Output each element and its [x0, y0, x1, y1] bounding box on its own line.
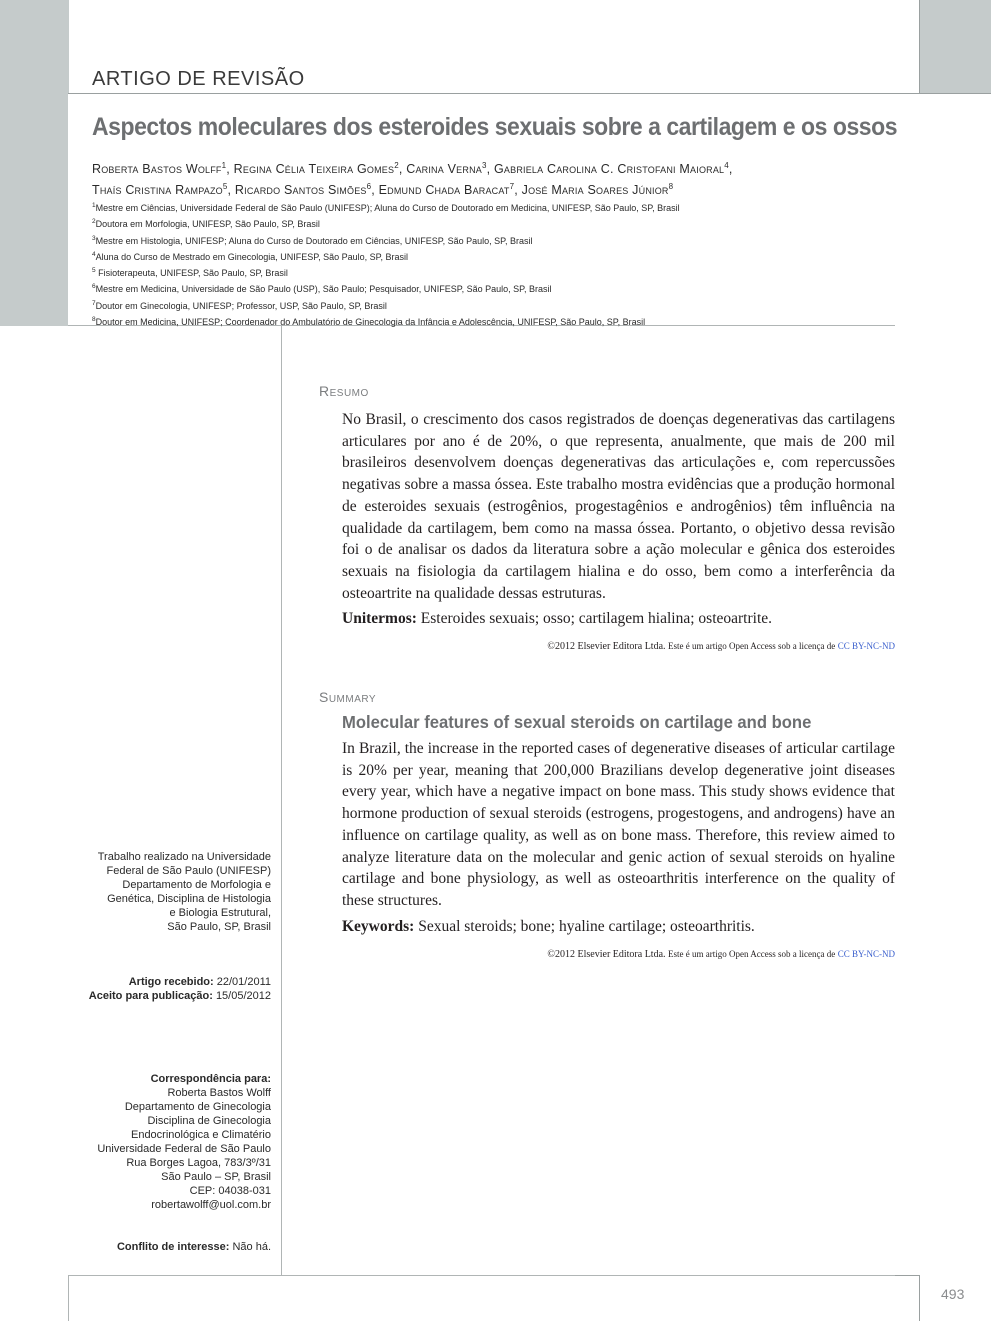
article-dates: [81, 975, 271, 1003]
affiliation-item: $^7$Doutor em Ginecologia, UNIFESP; Professor, USP, São Paulo, SP, Brasil: [92, 299, 387, 311]
author: Ricardo Santos Simões$^6$,: [234, 182, 379, 198]
column-divider: [281, 326, 282, 1275]
license-link[interactable]: CC BY-NC-ND: [837, 949, 895, 959]
header-rule: [68, 93, 991, 94]
summary-copyright: ©2012 Elsevier Editora Ltda. Este é um artigo Open Access sob a licença de CC BY-NC-ND: [547, 949, 895, 960]
conflict-of-interest: Conflito de interesse: Não há.: [116, 1241, 271, 1253]
page-title: Aspectos moleculares dos esteroides sexuais sobre a cartilagem e os ossos: [92, 113, 898, 141]
page-number: 493: [941, 1286, 965, 1302]
footer-corner-line: [895, 1275, 920, 1276]
author: José Maria Soares Júnior$^8$: [521, 182, 674, 198]
author: Edmund Chada Baracat$^7$,: [378, 182, 522, 198]
received-date: Artigo recebido: 22/01/2011: [128, 976, 271, 988]
summary-text: In Brazil, the increase in the reported cases of degenerative diseases of articular cartilage is 20% per year, meaning that 200,000 Brazilians develop degenerative joint diseases every year, which have a negative impact on bone mass. This study shows evidence that hormone production of sexual steroids (estrogens, progestogens, and androgens) have an influence on cartilage quality, as well as on bone mass. Therefore, this review aimed to analyze literature data on the molecular and genic action of sexual steroids on hyaline cartilage and bone physiology, as well as osteoarthritis interference on the quality of these structures.: [342, 740, 895, 909]
resumo-copyright: ©2012 Elsevier Editora Ltda. Este é um artigo Open Access sob a licença de CC BY-NC-ND: [547, 641, 895, 652]
section-label: ARTIGO DE REVISÃO: [92, 68, 305, 90]
affiliation-item: $^8$Doutor em Medicina, UNIFESP; Coordenador do Ambulatório de Ginecologia da Infância e Adolescência, UNIFESP, São Paulo, SP, Brasil: [92, 316, 646, 328]
summary-heading: Summary: [319, 689, 377, 705]
correspondence-block: Correspondência para: Roberta Bastos Wolff Departamento de Ginecologia Disciplina de Ginecologia Endocrinológica e Climatério Universidade Federal de São Paulo Rua Borges Lagoa, 783/3º/31 São Paulo – SP, Brasil CEP: 04038-031 robertawolff@uol.com.br: [81, 1072, 271, 1212]
study-location-note: Trabalho realizado na Universidade Federal de São Paulo (UNIFESP) Departamento de Morfologia e Genética, Disciplina de Histologia e Biologia Estrutural, São Paulo, SP, Brasil: [97, 851, 271, 933]
resumo-heading: Resumo: [319, 383, 369, 399]
affiliation-list: [92, 199, 892, 329]
accepted-date: Aceito para publicação: 15/05/2012: [88, 990, 271, 1002]
summary-title: Molecular features of sexual steroids on cartilage and bone: [342, 712, 812, 732]
left-color-band: [0, 0, 68, 326]
header-left-line: [68, 0, 69, 93]
correspondence-label: Correspondência para:: [150, 1073, 271, 1085]
right-color-band: [919, 0, 991, 93]
author: Thaís Cristina Rampazo$^5$,: [92, 182, 235, 198]
author: Gabriela Carolina C. Cristofani Maioral$^4$,: [493, 161, 733, 177]
license-link[interactable]: CC BY-NC-ND: [837, 641, 895, 651]
correspondence-email[interactable]: robertawolff@uol.com.br: [151, 1199, 271, 1211]
author: Roberta Bastos Wolff$^1$,: [92, 161, 234, 177]
summary-keywords: Keywords: Sexual steroids; bone; hyaline cartilage; osteoarthritis.: [342, 918, 755, 935]
author-list: [92, 157, 892, 199]
footer-right-line: [919, 1275, 920, 1321]
resumo-keywords: Unitermos: Esteroides sexuais; osso; cartilagem hialina; osteoartrite.: [342, 610, 773, 627]
resumo-text: No Brasil, o crescimento dos casos registrados de doenças degenerativas das cartilagens articulares por ano é de 20%, o que representa, anualmente, que mais de 200 mil brasileiros desenvolvem doenças degenerativas das articulações e, com repercussões negativas sobre a massa óssea. Este trabalho mostra evidências que a produção hormonal de esteroides sexuais (estrogênios, progestagênios e androgênios) têm influência na qualidade da cartilagem, bem como na massa óssea. Portanto, o objetivo dessa revisão foi o de analisar os dados da literatura sobre a ação molecular e gênica dos esteroides sexuais na fisiologia da cartilagem hialina e do osso, bem como a interferência da osteoartrite na qualidade dessas estruturas.: [342, 411, 895, 602]
footer-left-line: [68, 1275, 69, 1321]
header-right-line: [919, 0, 920, 93]
affiliation-item: $^6$Mestre em Medicina, Universidade de São Paulo (USP), São Paulo; Pesquisador, UNIFESP, São Paulo, SP, Brasil: [92, 283, 552, 295]
footer-rule: [68, 1275, 895, 1276]
author: Carina Verna$^3$,: [406, 161, 494, 177]
affiliation-item: $^2$Doutora em Morfologia, UNIFESP, São Paulo, SP, Brasil: [92, 218, 320, 230]
affiliation-item: $^1$Mestre em Ciências, Universidade Federal de São Paulo (UNIFESP); Aluna do Curso de Doutorado em Medicina, UNIFESP, São Paulo, SP, Brasil: [92, 202, 680, 213]
affiliation-item: $^3$Mestre em Histologia, UNIFESP; Aluna do Curso de Doutorado em Ciências, UNIFESP, São Paulo, SP, Brasil: [92, 234, 533, 246]
affiliation-item: $^4$Aluna do Curso de Mestrado em Ginecologia, UNIFESP, São Paulo, SP, Brasil: [92, 250, 408, 262]
author: Regina Célia Teixeira Gomes$^2$,: [233, 161, 407, 177]
affiliation-item: $^5$ Fisioterapeuta, UNIFESP, São Paulo, SP, Brasil: [92, 267, 288, 279]
